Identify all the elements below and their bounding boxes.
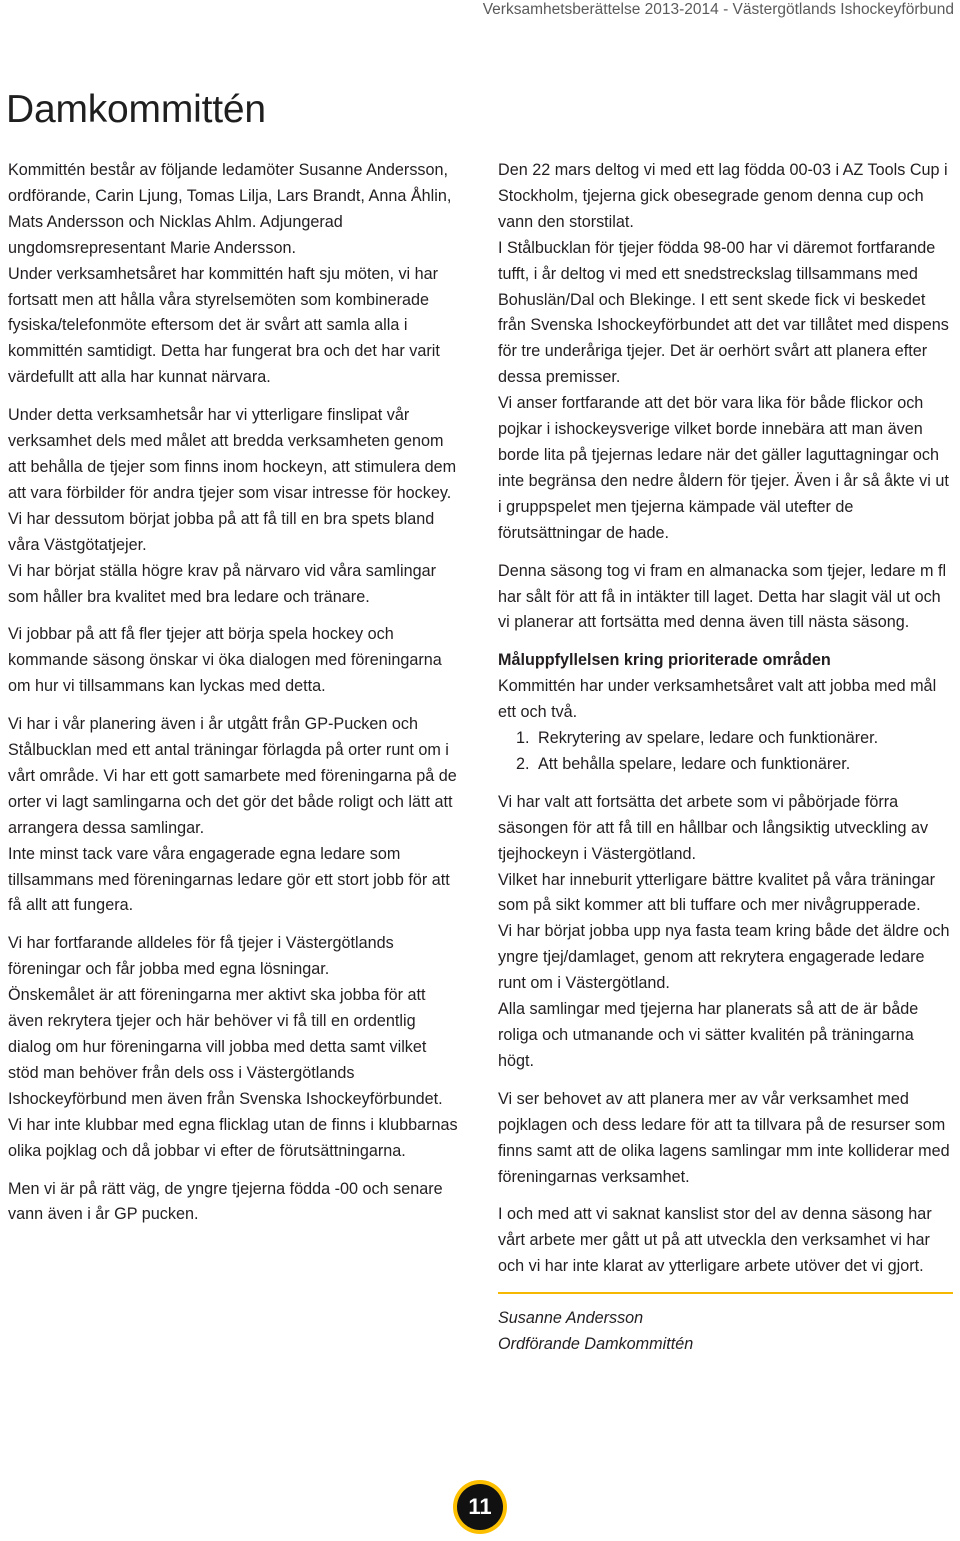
list-item: 1. Rekrytering av spelare, ledare och funktionärer. (534, 726, 953, 752)
right-column (498, 158, 953, 1358)
text-line: Vilket har inneburit ytterligare bättre kvalitet på våra träningar som på sikt kommer att bli tuffare och mer nivågrupperade. (498, 870, 935, 915)
paragraph-development (498, 790, 953, 1075)
page-number-badge (453, 1480, 507, 1534)
paragraph-clubs (8, 931, 460, 1164)
text-line: Önskemålet är att föreningarna mer aktivt ska jobba för att även rekrytera tjejer och här behöver vi få till en ordentlig dialog om hur föreningarna vill jobba med detta samt vilket stöd man behöver från dels oss i Västergötlands Ishockeyförbund men även från Svenska Ishockeyförbundet. (8, 986, 443, 1108)
signature-title: Ordförande Damkommittén (498, 1335, 694, 1354)
text-line: Vi har fortfarande alldeles för få tjejer i Västergötlands föreningar och får jobba med egna lösningar. (8, 934, 394, 979)
text-line: Vi har börjat ställa högre krav på närvaro vid våra samlingar som håller bra kvalitet med bra ledare och tränare. (8, 561, 436, 606)
text-line: Vi anser fortfarande att det bör vara lika för både flickor och pojkar i ishockeysverige vilket borde innebära att man även borde lita på tjejernas ledare när det gäller laguttagningar och inte begränsa den nedre åldern för tjejer. Även i år så åkte vi ut i gruppspelet men tjejerna kämpade väl utefter de förutsättningar de hade. (498, 394, 949, 542)
text-line: Alla samlingar med tjejerna har planerats så att de är både roliga och utmanande och vi sätter kvalitén på träningarna högt. (498, 1000, 919, 1070)
goals-list (498, 726, 953, 778)
list-item: 2. Att behålla spelare, ledare och funktionärer. (534, 752, 953, 778)
paragraph-office (498, 1202, 953, 1280)
page-title: Damkommittén (6, 88, 266, 131)
text-line: Kommittén består av följande ledamöter Susanne Andersson, ordförande, Carin Ljung, Tomas Lilja, Lars Brandt, Anna Åhlin, Mats Andersson och Nicklas Ahlm. Adjungerad ungdomsrepresentant Marie Andersson. (8, 161, 452, 257)
divider (498, 1292, 953, 1294)
text-line: Inte minst tack vare våra engagerade egna ledare som tillsammans med föreningarnas ledare gör ett stort jobb för att få allt att fungera. (8, 844, 450, 915)
paragraph-gp-pucken (8, 1177, 460, 1229)
text-line: I och med att vi saknat kanslist stor del av denna säsong har vårt arbete mer gått ut på att utveckla den verksamhet vi har och vi har inte klarat av ytterligare arbete utöver det vi gjort. (498, 1205, 932, 1276)
text-line: Men vi är på rätt väg, de yngre tjejerna födda -00 och senare vann även i år GP pucken. (8, 1179, 443, 1224)
paragraph-planning (8, 712, 460, 919)
text-line: Vi har inte klubbar med egna flicklag utan de finns i klubbarnas olika pojklag och då jobbar vi efter de förutsättningarna. (8, 1115, 458, 1160)
text-line: Denna säsong tog vi fram en almanacka som tjejer, ledare m fl har sålt för att få in intäkter till laget. Detta har slagit väl ut och vi planerar att fortsätta med denna även till nästa säsong. (498, 561, 947, 632)
goals-heading: Måluppfyllelsen kring prioriterade områden (498, 651, 831, 670)
text-line: Vi ser behovet av att planera mer av vår verksamhet med pojklagen och dess ledare för att ta tillvara på de resurser som finns samt att de olika lagens samlingar mm inte kolliderar med föreningarnas verksamhet. (498, 1089, 950, 1186)
text-line: I Stålbucklan för tjejer födda 98-00 har vi däremot fortfarande tufft, i år deltog vi med ett snedstreckslag tillsammans med Bohuslän/Dal och Blekinge. I ett sent skede fick vi beskedet från Svenska Ishockeyförbundet att det var tillåtet med dispens för tre underåriga tjejer. Det är oerhört svårt att planera efter dessa premisser. (498, 238, 949, 387)
paragraph-activities (8, 403, 460, 610)
text-line: Under detta verksamhetsår har vi ytterligare finslipat vår verksamhet dels med målet att bredda verksamheten genom att behålla de tjejer som finns inom hockeyn, att stimulera dem att vara förbilder för andra tjejer som visar intresse för hockey. Vi har dessutom börjat jobba på att få till en bra spets bland våra Västgötatjejer. (8, 406, 457, 554)
left-column (8, 158, 460, 1240)
signature-name: Susanne Andersson (498, 1309, 644, 1328)
paragraph-boys-teams (498, 1087, 953, 1191)
paragraph-recruitment (8, 622, 460, 700)
goals-intro: Kommittén har under verksamhetsåret valt att jobba med mål ett och två. (498, 677, 937, 722)
signature (498, 1306, 953, 1358)
paragraph-calendar (498, 559, 953, 637)
page-number: 11 (457, 1484, 503, 1530)
running-header: Verksamhetsberättelse 2013-2014 - Västergötlands Ishockeyförbund (482, 1, 954, 18)
text-line: Vi har valt att fortsätta det arbete som vi påbörjade förra säsongen för att få till en hållbar och långsiktig utveckling av tjejhockeyn i Västergötland. (498, 792, 929, 863)
paragraph-cups (498, 158, 953, 547)
text-line: Den 22 mars deltog vi med ett lag födda 00-03 i AZ Tools Cup i Stockholm, tjejerna gick obesegrade genom denna cup och vann den storstilat. (498, 161, 948, 231)
text-line: Vi jobbar på att få fler tjejer att börja spela hockey och kommande säsong önskar vi öka dialogen med föreningarna om hur vi tillsammans kan lyckas med detta. (8, 625, 442, 696)
goals-section (498, 648, 953, 726)
text-line: Under verksamhetsåret har kommittén haft sju möten, vi har fortsatt men att hålla våra styrelsemöten som kombinerade fysiska/telefonmöte eftersom det är svårt att samla alla i kommittén samtidigt. Detta har fungerat bra och det har varit värdefullt att alla har kunnat närvara. (8, 264, 440, 387)
paragraph-members (8, 158, 460, 391)
text-line: Vi har i vår planering även i år utgått från GP-Pucken och Stålbucklan med ett antal träningar förlagda på orter runt om i vårt område. Vi har ett gott samarbete med föreningarna på de orter vi lagt samlingarna och det gör det både roligt och lätt att arrangera dessa samlingar. (8, 715, 457, 837)
text-line: Vi har börjat jobba upp nya fasta team kring både det äldre och yngre tjej/damlaget, genom att rekrytera engagerade ledare runt om i Västergötland. (498, 922, 950, 993)
